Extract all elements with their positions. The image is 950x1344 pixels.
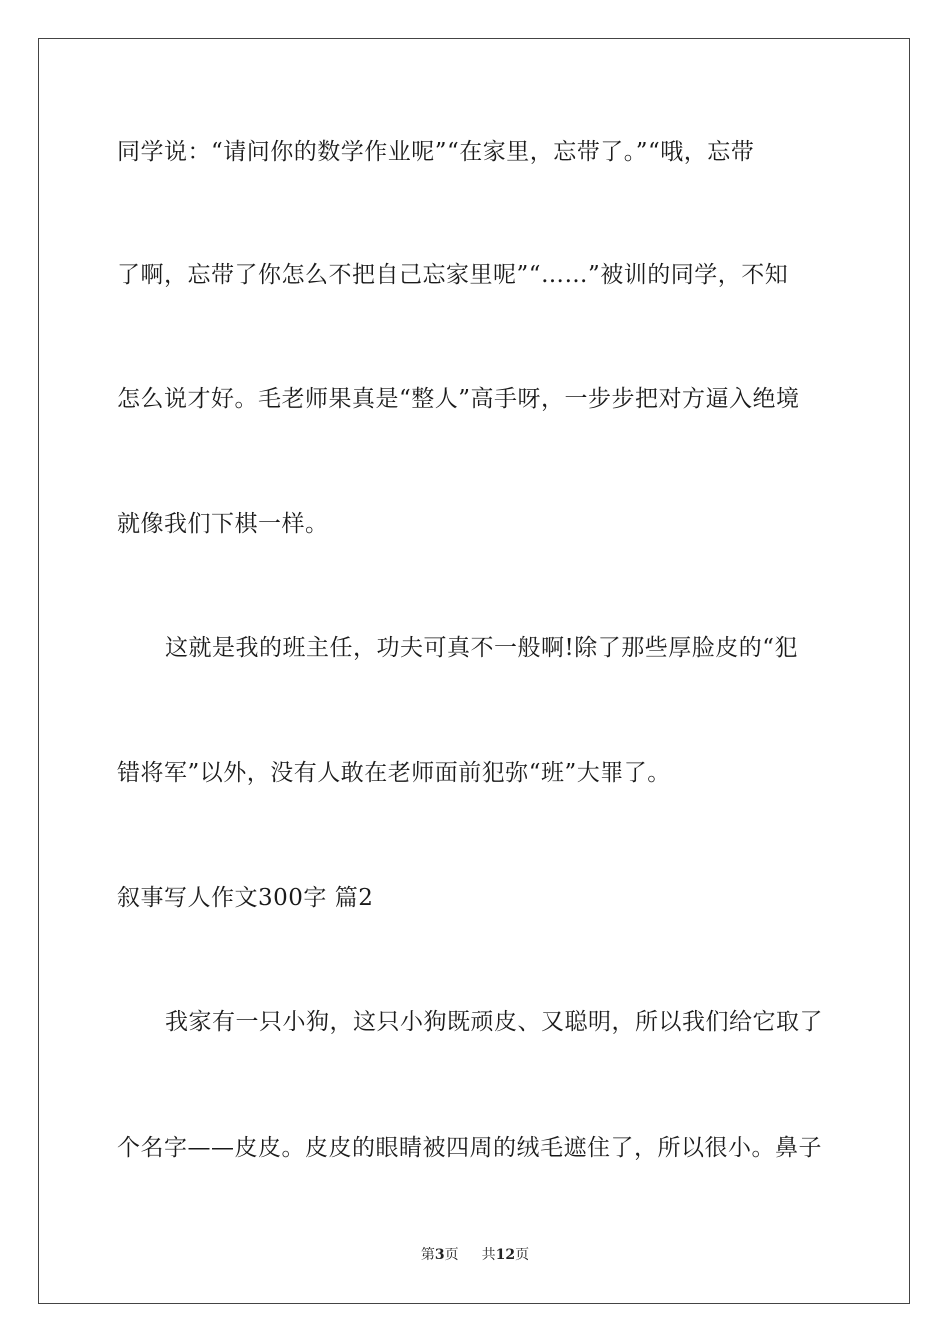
total-label-prefix: 共 [481,1247,496,1263]
section-heading: 叙事写人作文300字 篇2 [117,885,374,911]
body-text-line: 怎么说才好。毛老师果真是“整人”高手呀，一步步把对方逼入绝境 [117,386,800,412]
body-text-line: 错将军”以外，没有人敢在老师面前犯弥“班”大罪了。 [117,760,671,786]
body-text-line: 就像我们下棋一样。 [117,511,329,537]
page-label-prefix: 第 [420,1247,435,1263]
paragraph-start-line: 这就是我的班主任，功夫可真不一般啊!除了那些厚脸皮的“犯 [165,635,799,661]
page-number: 3 [434,1247,445,1263]
body-text-line: 个名字——皮皮。皮皮的眼睛被四周的绒毛遮住了，所以很小。鼻子 [117,1135,822,1161]
page-footer [0,1246,950,1264]
page-frame [38,38,910,1304]
paragraph-start-line: 我家有一只小狗，这只小狗既顽皮、又聪明，所以我们给它取了 [165,1009,823,1035]
body-text-line: 了啊，忘带了你怎么不把自己忘家里呢”“……”被训的同学，不知 [117,262,789,288]
page-label-suffix: 页 [444,1247,459,1263]
total-label-suffix: 页 [515,1247,530,1263]
body-text-line: 同学说：“请问你的数学作业呢”“在家里，忘带了。”“哦，忘带 [117,139,755,165]
total-pages: 12 [495,1247,516,1263]
